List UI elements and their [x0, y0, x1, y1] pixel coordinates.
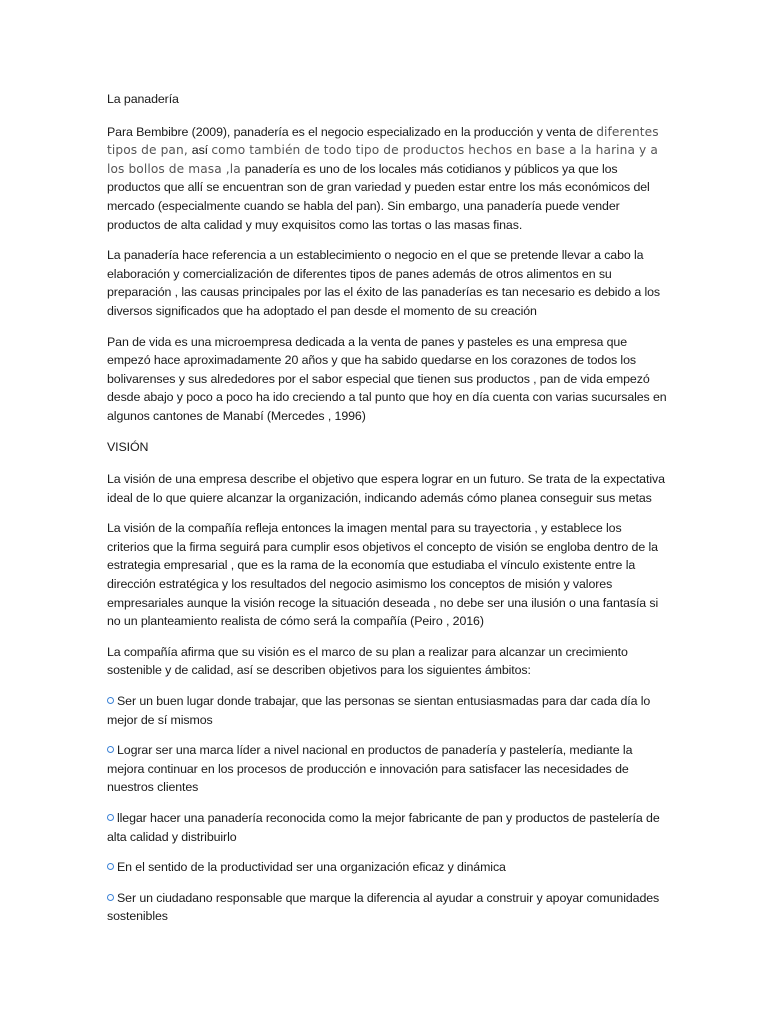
paragraph-vision-framework: La compañía afirma que su visión es el marco de su plan a realizar para alcanzar un crecimiento sostenible y de calidad, así se describen objetivos para los siguientes ámbitos: — [107, 644, 628, 678]
list-item-text: llegar hacer una panadería reconocida como la mejor fabricante de pan y productos de pastelería de alta calidad y distribuirlo — [107, 811, 660, 844]
list-item — [107, 741, 667, 797]
paragraph-vision-definition: La visión de una empresa describe el objetivo que espera lograr en un futuro. Se trata de la expectativa ideal de lo que quiere alcanzar la organización, indicando además cómo planea conseguir sus metas — [107, 472, 665, 505]
circle-bullet-icon — [107, 894, 114, 901]
document-title: La panadería — [107, 92, 179, 106]
paragraph-pan-de-vida: Pan de vida es una microempresa dedicada a la venta de panes y pasteles es una empresa que empezó hace aproximadamente 20 años y que ha sabido quedarse en los corazones de todos los bolivarenses y sus alrededores por el sabor especial que tienen sus productos , pan de vida empezó desde abajo y poco a poco ha ido creciendo a tal punto que hoy en día cuenta con varias sucursales en algunos cantones de Manabí (Mercedes , 1996) — [107, 334, 667, 423]
circle-bullet-icon — [107, 863, 114, 870]
circle-bullet-icon — [107, 746, 114, 753]
paragraph-bembibre-c: así — [191, 143, 212, 158]
paragraph-bembibre-b: diferentes tipos de pan, — [107, 124, 659, 158]
list-item-text: Lograr ser una marca líder a nivel nacional en productos de panadería y pastelería, mediante la mejora continuar en los procesos de producción e innovación para satisfacer las necesidades de nuestros clientes — [107, 743, 633, 795]
list-item — [107, 809, 667, 846]
circle-bullet-icon — [107, 697, 114, 704]
paragraph-bembibre — [107, 123, 667, 235]
paragraph-bembibre-d: como también de todo tipo de productos hechos en base a la harina y a los bollos de masa ,la — [107, 143, 658, 176]
paragraph-panaderia-definition: La panadería hace referencia a un establecimiento o negocio en el que se pretende llevar a cabo la elaboración y comercialización de diferentes tipos de panes además de otros alimentos en su preparación , las causas principales por las el éxito de las panaderías es tan necesario es debido a los diversos significados que ha adoptado el pan desde el momento de su creación — [107, 248, 661, 318]
list-item — [107, 692, 667, 729]
circle-bullet-icon — [107, 814, 114, 821]
list-item-text: Ser un buen lugar donde trabajar, que las personas se sientan entusiasmadas para dar cada día lo mejor de sí mismos — [107, 694, 651, 727]
paragraph-vision-company: La visión de la compañía refleja entonces la imagen mental para su trayectoria , y establece los criterios que la firma seguirá para cumplir esos objetivos el concepto de visión se engloba dentro de la estrategia empresarial , que es la rama de la economía que estudiaba el vínculo existente entre la dirección estratégica y los resultados del negocio asimismo los conceptos de misión y valores empresariales aunque la visión recoge la situación deseada , no debe ser una ilusión o una fantasía si no un planteamiento realista de cómo será la compañía (Peiro , 2016) — [107, 521, 659, 629]
list-item — [107, 889, 667, 926]
paragraph-bembibre-e: panadería es uno de los locales más cotidianos y públicos ya que los productos que allí se encuentran son de gran variedad y pueden estar entre los más económicos del mercado (especialmente cuando se habla del pan). Sin embargo, una panadería puede vender productos de alta calidad y muy exquisitos como las tortas o las masas finas. — [107, 161, 650, 232]
document-body — [107, 90, 667, 938]
section-heading-vision: VISIÓN — [107, 439, 149, 454]
list-item-text: En el sentido de la productividad ser una organización eficaz y dinámica — [117, 860, 506, 875]
list-item — [107, 858, 667, 877]
paragraph-bembibre-a: Para Bembibre (2009), panadería es el negocio especializado en la producción y venta de — [107, 124, 597, 139]
list-item-text: Ser un ciudadano responsable que marque la diferencia al ayudar a construir y apoyar comunidades sostenibles — [107, 890, 660, 924]
